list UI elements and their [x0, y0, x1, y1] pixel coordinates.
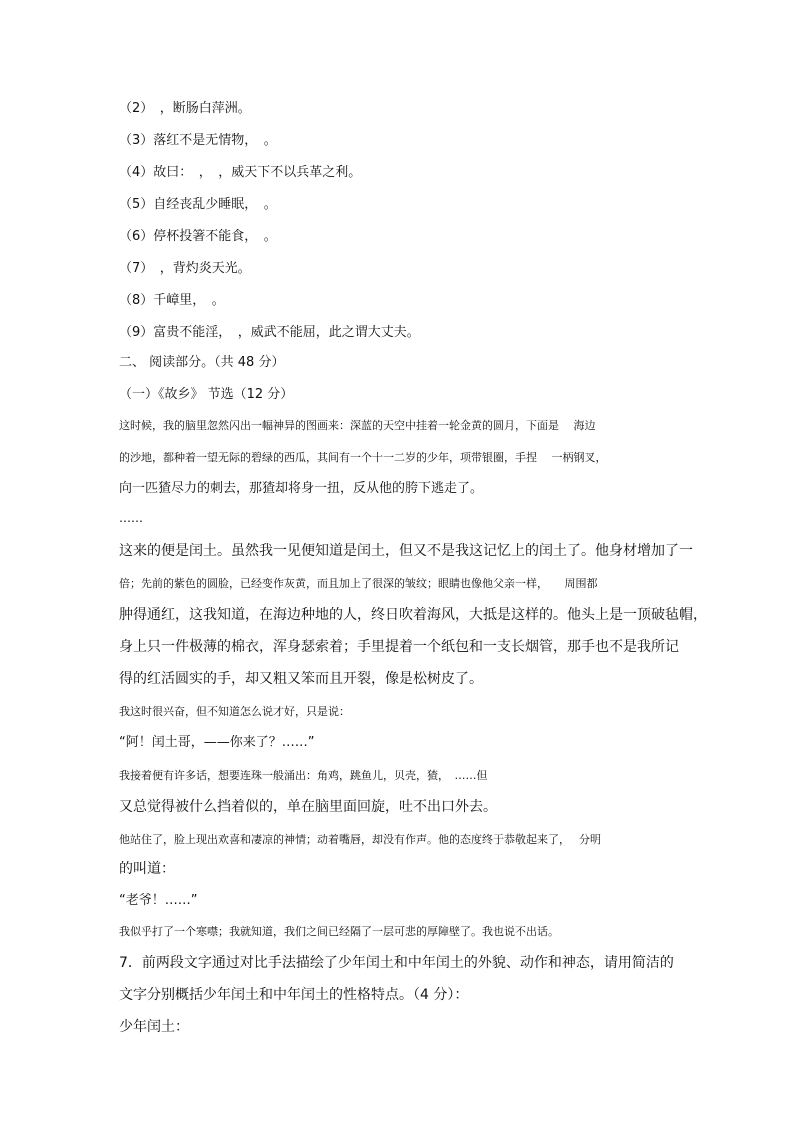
fill-in-l4: （4）故曰： ， ，威天下不以兵革之利。 [119, 165, 362, 180]
sub-heading: （一）《故乡》 节选（12 分） [119, 387, 294, 402]
fill-in-l8: （8）千嶂里， 。 [119, 293, 225, 308]
passage-line: 的叫道： [119, 861, 175, 877]
passage-line: 又总觉得被什么挡着似的，单在脑里面回旋，吐不出口外去。 [119, 799, 497, 815]
fill-in-l2: （2） ，断肠白萍洲。 [119, 101, 251, 116]
passage-ellipsis: …… [119, 511, 143, 525]
passage-line: 我接着便有许多话，想要连珠一般涌出：角鸡，跳鱼儿，贝壳，猹， ……但 [119, 769, 488, 782]
fill-in-l5: （5）自经丧乱少睡眠， 。 [119, 197, 277, 212]
passage-line: 倍；先前的紫色的圆脸，已经变作灰黄，而且加上了很深的皱纹；眼睛也像他父亲一样， 周围都 [119, 577, 598, 590]
question-7-line: 7．前两段文字通过对比手法描绘了少年闰土和中年闰土的外貌、动作和神态，请用简洁的 [119, 955, 674, 971]
passage-line: 身上只一件极薄的棉衣，浑身瑟索着；手里提着一个纸包和一支长烟管，那手也不是我所记 [119, 639, 679, 655]
passage-line: 这来的便是闰土。虽然我一见便知道是闰土，但又不是我这记忆上的闰土了。他身材增加了一 [119, 543, 693, 559]
passage-line: 肿得通红，这我知道，在海边种地的人，终日吹着海风，大抵是这样的。他头上是一顶破毡帽， [119, 607, 707, 623]
section-heading: 二、 阅读部分。（共 48 分） [119, 355, 285, 370]
passage-line: 他站住了，脸上现出欢喜和凄凉的神情；动着嘴唇，却没有作声。他的态度终于恭敬起来了， 分明 [119, 833, 601, 846]
quote-line: “老爷！……” [119, 893, 198, 908]
passage-line: 我似乎打了一个寒噤；我就知道，我们之间已经隔了一层可悲的厚障壁了。我也说不出话。 [119, 925, 559, 938]
question-7-line: 文字分别概括少年闰土和中年闰土的性格特点。（4 分）： [119, 987, 469, 1003]
passage-line: 向一匹猹尽力的刺去，那猹却将身一扭，反从他的胯下逃走了。 [119, 481, 484, 496]
fill-in-l9: （9）富贵不能淫， ，威武不能屈，此之谓大丈夫。 [119, 325, 420, 340]
quote-line: “阿！闰土哥，——你来了？……” [119, 735, 315, 750]
fill-in-l3: （3）落红不是无情物， 。 [119, 133, 277, 148]
answer-label: 少年闰土： [119, 1019, 189, 1035]
passage-line: 我这时很兴奋，但不知道怎么说才好，只是说： [119, 705, 350, 718]
fill-in-l6: （6）停杯投箸不能食， 。 [119, 229, 277, 244]
passage-line: 的沙地，都种着一望无际的碧绿的西瓜，其间有一个十一二岁的少年，项带银圈，手捏 一柄钢叉， [119, 451, 607, 464]
passage-line: 得的红活圆实的手，却又粗又笨而且开裂，像是松树皮了。 [119, 671, 483, 687]
passage-line: 这时候，我的脑里忽然闪出一幅神异的图画来：深蓝的天空中挂着一轮金黄的圆月，下面是 海边 [119, 419, 596, 432]
fill-in-l7: （7） ，背灼炎天光。 [119, 261, 251, 276]
